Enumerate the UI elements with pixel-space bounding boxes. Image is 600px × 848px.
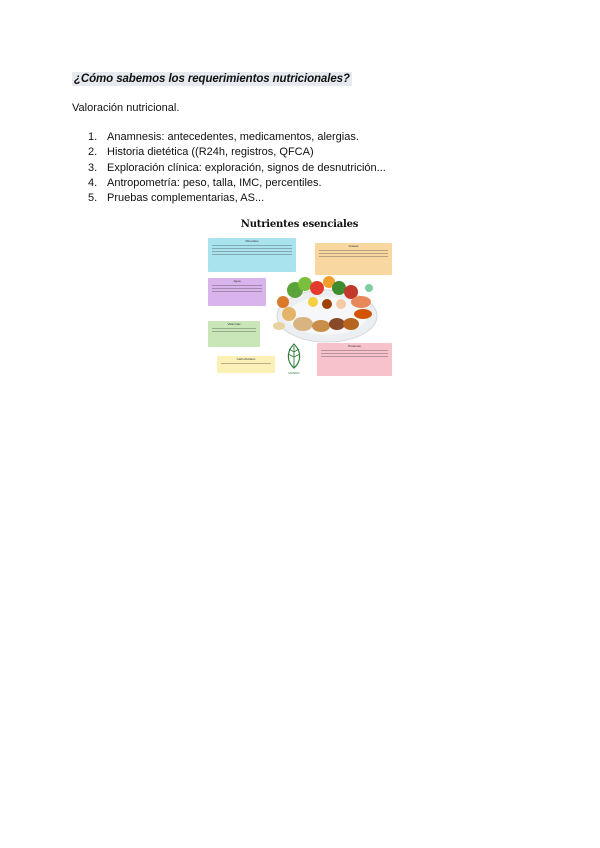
list-text: Historia dietética ((R24h, registros, QFCA) xyxy=(107,146,314,159)
list-number: 2. xyxy=(88,146,98,159)
vitamins-box xyxy=(208,321,260,347)
list-text: Exploración clínica: exploración, signos de desnutrición... xyxy=(107,161,386,174)
water-box xyxy=(208,278,266,306)
assessment-list xyxy=(88,130,386,206)
list-text: Pruebas complementarias, AS... xyxy=(107,192,265,205)
proteins-box xyxy=(317,343,392,376)
list-item xyxy=(88,176,386,191)
list-item xyxy=(88,145,386,160)
list-item xyxy=(88,191,386,206)
box-label: Minerales xyxy=(245,239,259,243)
intro-paragraph: Valoración nutricional. xyxy=(72,102,180,114)
list-item xyxy=(88,161,386,176)
minerals-box xyxy=(208,238,296,272)
food-plate-image xyxy=(265,268,381,344)
box-label: Vitaminas xyxy=(227,322,241,326)
infographic-title: Nutrientes esenciales xyxy=(240,219,359,230)
page-heading: ¿Cómo sabemos los requerimientos nutricionales? xyxy=(74,73,350,85)
list-number: 5. xyxy=(88,192,98,205)
box-label: Grasas xyxy=(348,244,359,248)
carbohydrates-box xyxy=(217,356,275,373)
list-item xyxy=(88,130,386,145)
list-number: 1. xyxy=(88,131,98,143)
list-text: Anamnesis: antecedentes, medicamentos, alergias. xyxy=(107,131,359,143)
logo-text: MUNDO xyxy=(288,371,300,375)
box-label: Agua xyxy=(233,279,241,283)
box-label: Proteínas xyxy=(348,344,361,348)
list-number: 3. xyxy=(88,161,98,174)
list-text: Antropometría: peso, talla, IMC, percentiles. xyxy=(107,176,322,189)
box-label: Carbohidratos xyxy=(236,357,256,361)
list-number: 4. xyxy=(88,176,98,189)
nutrients-infographic xyxy=(205,216,394,378)
leaf-logo xyxy=(283,340,305,370)
